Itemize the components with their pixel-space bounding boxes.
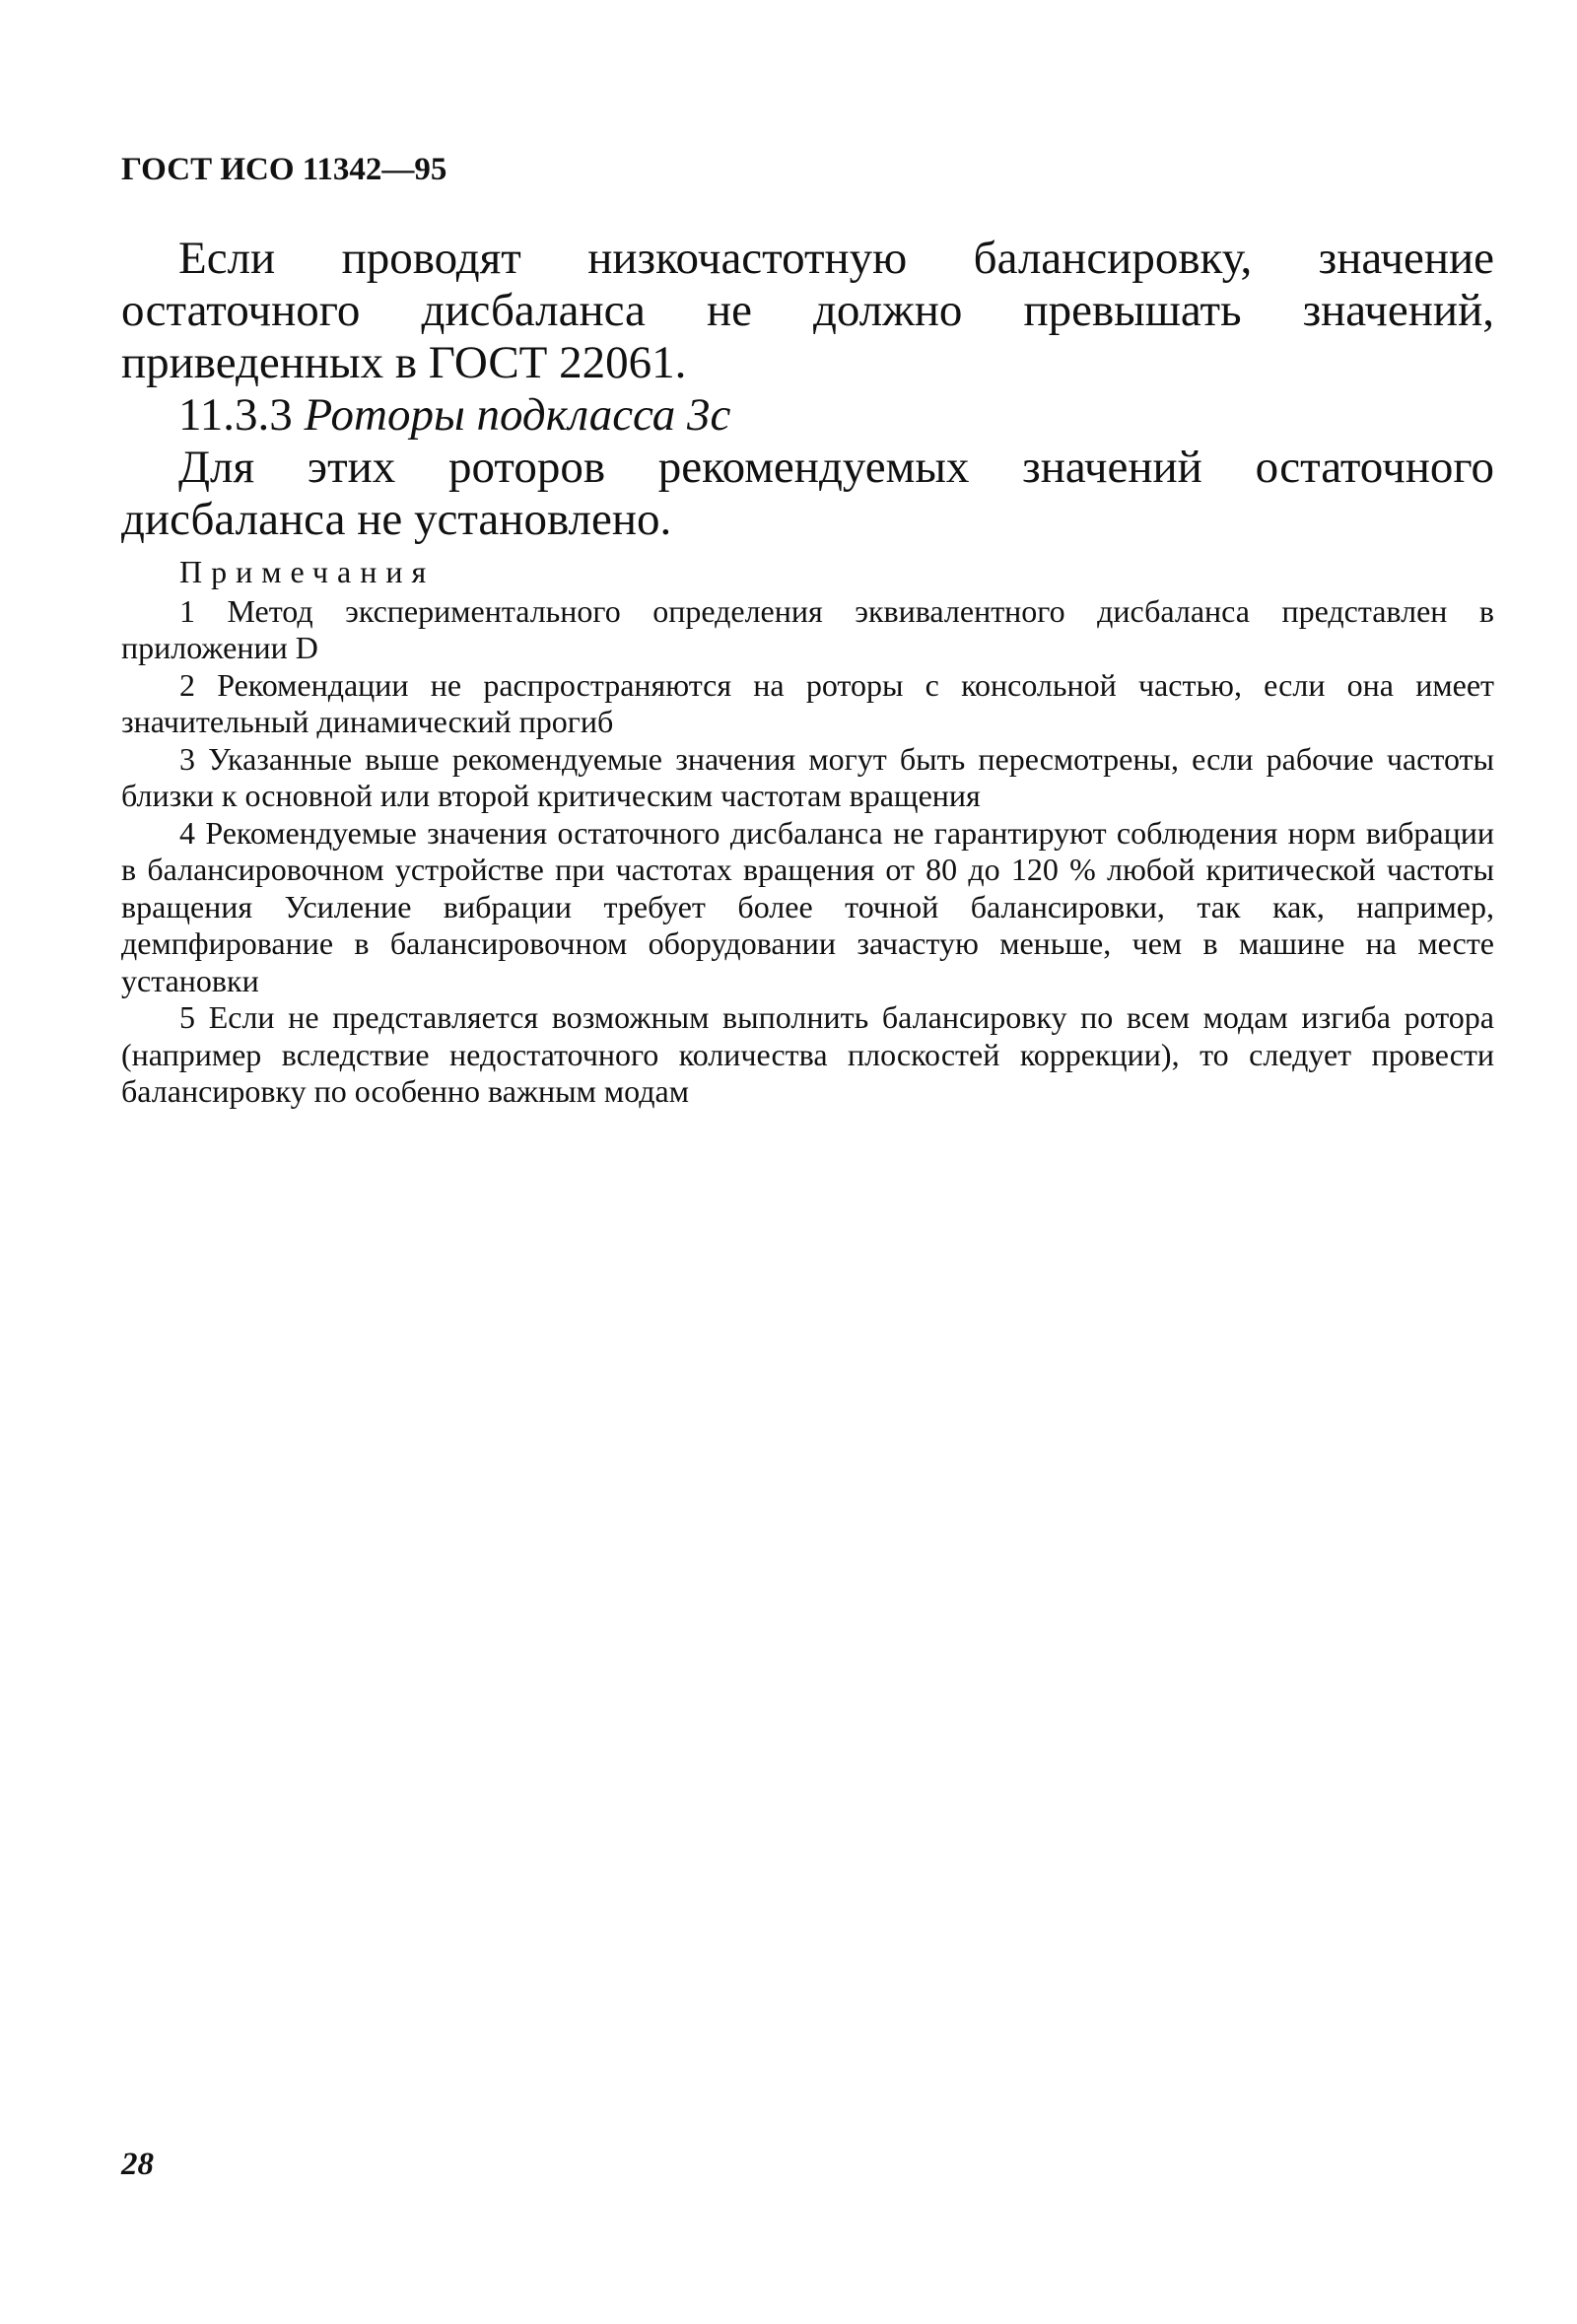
page-number: 28 [121, 2147, 154, 2182]
document-header: ГОСТ ИСО 11342—95 [121, 152, 447, 187]
subsection-title: Роторы подкласса 3с [304, 389, 731, 441]
note-1: 1 Метод экспериментального определения эквивалентного дисбаланса представлен в приложении D [121, 592, 1494, 665]
note-2: 2 Рекомендации не распространяются на роторы с консольной частью, если она имеет значительный динамический прогиб [121, 666, 1494, 739]
main-body [121, 233, 1494, 546]
subsection-number: 11.3.3 [178, 389, 293, 441]
subsection-heading [121, 389, 1494, 442]
notes-heading: Примечания [179, 554, 436, 589]
paragraph-no-recommended-values: Для этих роторов рекомендуемых значений остаточного дисбаланса не установлено. [121, 442, 1494, 545]
note-5: 5 Если не представляется возможным выполнить балансировку по всем модам изгиба ротора (например вследствие недостаточного количества плоскостей коррекции), то следует провести балансировку по особенно важным модам [121, 999, 1494, 1109]
note-3: 3 Указанные выше рекомендуемые значения могут быть пересмотрены, если рабочие частоты близки к основной или второй критическим частотам вращения [121, 740, 1494, 813]
notes-section [121, 554, 1494, 1111]
note-4: 4 Рекомендуемые значения остаточного дисбаланса не гарантируют соблюдения норм вибрации в балансировочном устройстве при частотах вращения от 80 до 120 % любой критической частоты вращения Усиление вибрации требует более точной балансировки, так как, например, демпфирование в балансировочном оборудовании зачастую меньше, чем в машине на месте установки [121, 814, 1494, 998]
paragraph-low-frequency-balancing: Если проводят низкочастотную балансировку, значение остаточного дисбаланса не должно превышать значений, приведенных в ГОСТ 22061. [121, 233, 1494, 388]
